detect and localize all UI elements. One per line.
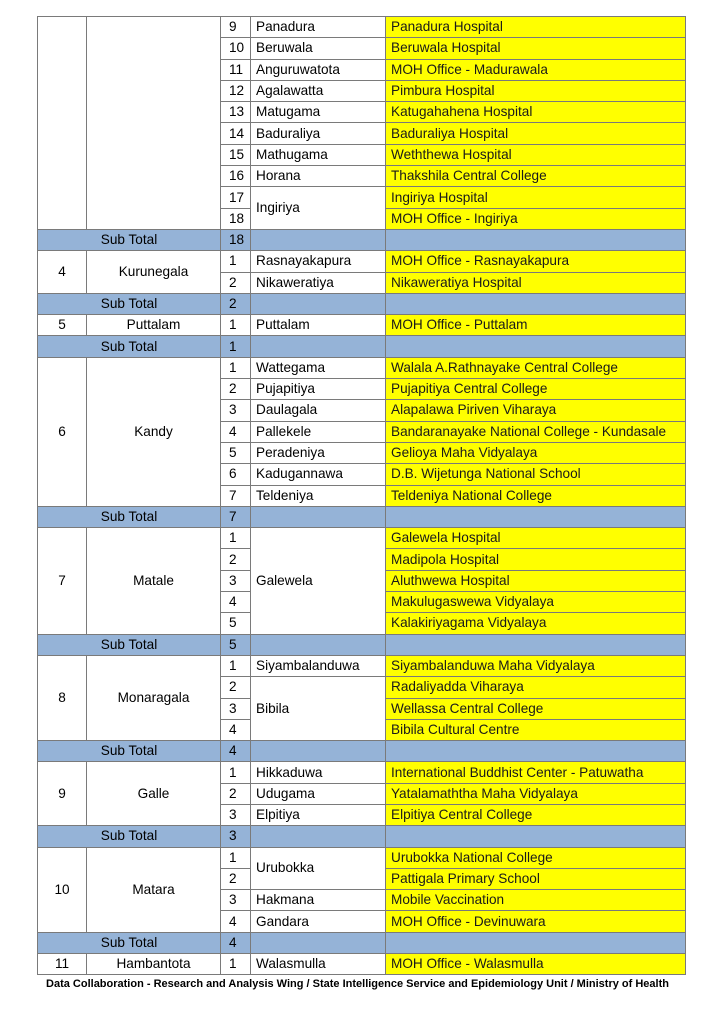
vaccination-location: Teldeniya National College: [386, 485, 686, 506]
table-row: [38, 762, 686, 783]
district-name: [87, 17, 221, 230]
moh-area: Panadura: [251, 17, 386, 38]
empty-cell: [251, 741, 386, 762]
district-name: Matara: [87, 847, 221, 932]
vaccination-location: Beruwala Hospital: [386, 38, 686, 59]
empty-cell: [251, 506, 386, 527]
subtotal-count: 2: [221, 293, 251, 314]
district-name: Kandy: [87, 357, 221, 506]
empty-cell: [251, 229, 386, 250]
subtotal-row: [38, 229, 686, 250]
district-name: Galle: [87, 762, 221, 826]
empty-cell: [386, 293, 686, 314]
centre-index: 7: [221, 485, 251, 506]
empty-cell: [386, 932, 686, 953]
vaccination-location: Galewela Hospital: [386, 528, 686, 549]
subtotal-row: [38, 634, 686, 655]
subtotal-count: 3: [221, 826, 251, 847]
moh-area: Puttalam: [251, 315, 386, 336]
moh-area: Daulagala: [251, 400, 386, 421]
centre-index: 17: [221, 187, 251, 208]
vaccination-location: MOH Office - Walasmulla: [386, 954, 686, 975]
centre-index: 2: [221, 783, 251, 804]
district-number: 6: [38, 357, 87, 506]
district-number: 7: [38, 528, 87, 634]
vaccination-location: Ingiriya Hospital: [386, 187, 686, 208]
vaccination-location: Walala A.Rathnayake Central College: [386, 357, 686, 378]
district-name: Puttalam: [87, 315, 221, 336]
moh-area: Pujapitiya: [251, 379, 386, 400]
table-row: [38, 315, 686, 336]
centre-index: 1: [221, 528, 251, 549]
moh-area: Udugama: [251, 783, 386, 804]
vaccination-location: Baduraliya Hospital: [386, 123, 686, 144]
moh-area: Ingiriya: [251, 187, 386, 230]
vaccination-location: Wellassa Central College: [386, 698, 686, 719]
moh-area: Walasmulla: [251, 954, 386, 975]
vaccination-location: Bandaranayake National College - Kundasale: [386, 421, 686, 442]
vaccination-location: Elpitiya Central College: [386, 804, 686, 825]
centre-index: 1: [221, 762, 251, 783]
centre-index: 15: [221, 144, 251, 165]
moh-area: Mathugama: [251, 144, 386, 165]
vaccination-location: Gelioya Maha Vidyalaya: [386, 442, 686, 463]
subtotal-label: Sub Total: [38, 506, 221, 527]
district-name: Monaragala: [87, 655, 221, 740]
subtotal-row: [38, 506, 686, 527]
district-number: 10: [38, 847, 87, 932]
centre-index: 12: [221, 80, 251, 101]
moh-area: Elpitiya: [251, 804, 386, 825]
table-row: [38, 17, 686, 38]
district-number: 9: [38, 762, 87, 826]
centre-index: 2: [221, 272, 251, 293]
centre-index: 16: [221, 166, 251, 187]
vaccination-location: Nikaweratiya Hospital: [386, 272, 686, 293]
table-row: [38, 357, 686, 378]
district-name: Kurunegala: [87, 251, 221, 294]
centre-index: 18: [221, 208, 251, 229]
subtotal-label: Sub Total: [38, 932, 221, 953]
centre-index: 5: [221, 442, 251, 463]
vaccination-location: MOH Office - Puttalam: [386, 315, 686, 336]
centre-index: 11: [221, 59, 251, 80]
vaccination-location: Alapalawa Piriven Viharaya: [386, 400, 686, 421]
empty-cell: [251, 336, 386, 357]
vaccination-location: D.B. Wijetunga National School: [386, 464, 686, 485]
centre-index: 1: [221, 251, 251, 272]
centre-index: 3: [221, 570, 251, 591]
table-row: [38, 655, 686, 676]
moh-area: Beruwala: [251, 38, 386, 59]
centre-index: 4: [221, 719, 251, 740]
moh-area: Peradeniya: [251, 442, 386, 463]
moh-area: Agalawatta: [251, 80, 386, 101]
centre-index: 3: [221, 400, 251, 421]
empty-cell: [386, 336, 686, 357]
empty-cell: [251, 293, 386, 314]
vaccination-location: Radaliyadda Viharaya: [386, 677, 686, 698]
district-number: 8: [38, 655, 87, 740]
moh-area: Nikaweratiya: [251, 272, 386, 293]
centre-index: 4: [221, 911, 251, 932]
subtotal-label: Sub Total: [38, 634, 221, 655]
empty-cell: [386, 826, 686, 847]
vaccination-location: Pattigala Primary School: [386, 868, 686, 889]
centre-index: 9: [221, 17, 251, 38]
moh-area: Baduraliya: [251, 123, 386, 144]
vaccination-location: MOH Office - Rasnayakapura: [386, 251, 686, 272]
moh-area: Hakmana: [251, 890, 386, 911]
moh-area: Kadugannawa: [251, 464, 386, 485]
vaccination-location: Yatalamaththa Maha Vidyalaya: [386, 783, 686, 804]
table-row: [38, 528, 686, 549]
subtotal-row: [38, 741, 686, 762]
subtotal-label: Sub Total: [38, 229, 221, 250]
subtotal-count: 5: [221, 634, 251, 655]
subtotal-label: Sub Total: [38, 741, 221, 762]
vaccination-location: MOH Office - Ingiriya: [386, 208, 686, 229]
vaccination-location: Weththewa Hospital: [386, 144, 686, 165]
vaccination-location: Pimbura Hospital: [386, 80, 686, 101]
vaccination-location: Katugahahena Hospital: [386, 102, 686, 123]
empty-cell: [386, 634, 686, 655]
empty-cell: [386, 506, 686, 527]
vaccination-location: Siyambalanduwa Maha Vidyalaya: [386, 655, 686, 676]
centre-index: 1: [221, 847, 251, 868]
centre-index: 1: [221, 655, 251, 676]
centre-index: 2: [221, 549, 251, 570]
centre-index: 5: [221, 613, 251, 634]
centre-index: 3: [221, 698, 251, 719]
table-row: [38, 847, 686, 868]
subtotal-count: 7: [221, 506, 251, 527]
subtotal-row: [38, 293, 686, 314]
vaccination-location: MOH Office - Madurawala: [386, 59, 686, 80]
district-number: [38, 17, 87, 230]
subtotal-row: [38, 932, 686, 953]
moh-area: Galewela: [251, 528, 386, 634]
subtotal-label: Sub Total: [38, 336, 221, 357]
vaccination-location: Makulugaswewa Vidyalaya: [386, 592, 686, 613]
moh-area: Bibila: [251, 677, 386, 741]
moh-area: Hikkaduwa: [251, 762, 386, 783]
centre-index: 2: [221, 868, 251, 889]
centre-index: 14: [221, 123, 251, 144]
subtotal-count: 4: [221, 932, 251, 953]
centre-index: 4: [221, 421, 251, 442]
moh-area: Horana: [251, 166, 386, 187]
empty-cell: [251, 932, 386, 953]
table-body: [38, 17, 686, 975]
vaccination-location: International Buddhist Center - Patuwatha: [386, 762, 686, 783]
subtotal-row: [38, 336, 686, 357]
moh-area: Pallekele: [251, 421, 386, 442]
district-name: Hambantota: [87, 954, 221, 975]
moh-area: Matugama: [251, 102, 386, 123]
table-row: [38, 954, 686, 975]
centre-index: 3: [221, 804, 251, 825]
centre-index: 6: [221, 464, 251, 485]
table-row: [38, 251, 686, 272]
centre-index: 4: [221, 592, 251, 613]
moh-area: Gandara: [251, 911, 386, 932]
footer-credit: Data Collaboration - Research and Analysis Wing / State Intelligence Service and Epidemiology Unit / Ministry of Health: [46, 978, 669, 990]
empty-cell: [251, 634, 386, 655]
vaccination-location: Pujapitiya Central College: [386, 379, 686, 400]
vaccination-location: Urubokka National College: [386, 847, 686, 868]
moh-area: Rasnayakapura: [251, 251, 386, 272]
empty-cell: [386, 741, 686, 762]
vaccination-location: Aluthwewa Hospital: [386, 570, 686, 591]
district-number: 11: [38, 954, 87, 975]
vaccination-location: Bibila Cultural Centre: [386, 719, 686, 740]
subtotal-count: 18: [221, 229, 251, 250]
subtotal-label: Sub Total: [38, 826, 221, 847]
subtotal-count: 4: [221, 741, 251, 762]
centre-index: 2: [221, 677, 251, 698]
centre-index: 13: [221, 102, 251, 123]
vaccination-location: Kalakiriyagama Vidyalaya: [386, 613, 686, 634]
vaccination-location: Panadura Hospital: [386, 17, 686, 38]
subtotal-count: 1: [221, 336, 251, 357]
centre-index: 3: [221, 890, 251, 911]
moh-area: Urubokka: [251, 847, 386, 890]
moh-area: Anguruwatota: [251, 59, 386, 80]
subtotal-label: Sub Total: [38, 293, 221, 314]
moh-area: Teldeniya: [251, 485, 386, 506]
empty-cell: [251, 826, 386, 847]
vaccination-location: Thakshila Central College: [386, 166, 686, 187]
centre-index: 1: [221, 315, 251, 336]
vaccination-location: Madipola Hospital: [386, 549, 686, 570]
subtotal-row: [38, 826, 686, 847]
empty-cell: [386, 229, 686, 250]
district-number: 4: [38, 251, 87, 294]
district-number: 5: [38, 315, 87, 336]
centre-index: 2: [221, 379, 251, 400]
centre-index: 1: [221, 357, 251, 378]
vaccination-centres-table: [37, 16, 686, 975]
vaccination-location: MOH Office - Devinuwara: [386, 911, 686, 932]
centre-index: 10: [221, 38, 251, 59]
moh-area: Wattegama: [251, 357, 386, 378]
moh-area: Siyambalanduwa: [251, 655, 386, 676]
vaccination-location: Mobile Vaccination: [386, 890, 686, 911]
district-name: Matale: [87, 528, 221, 634]
centre-index: 1: [221, 954, 251, 975]
